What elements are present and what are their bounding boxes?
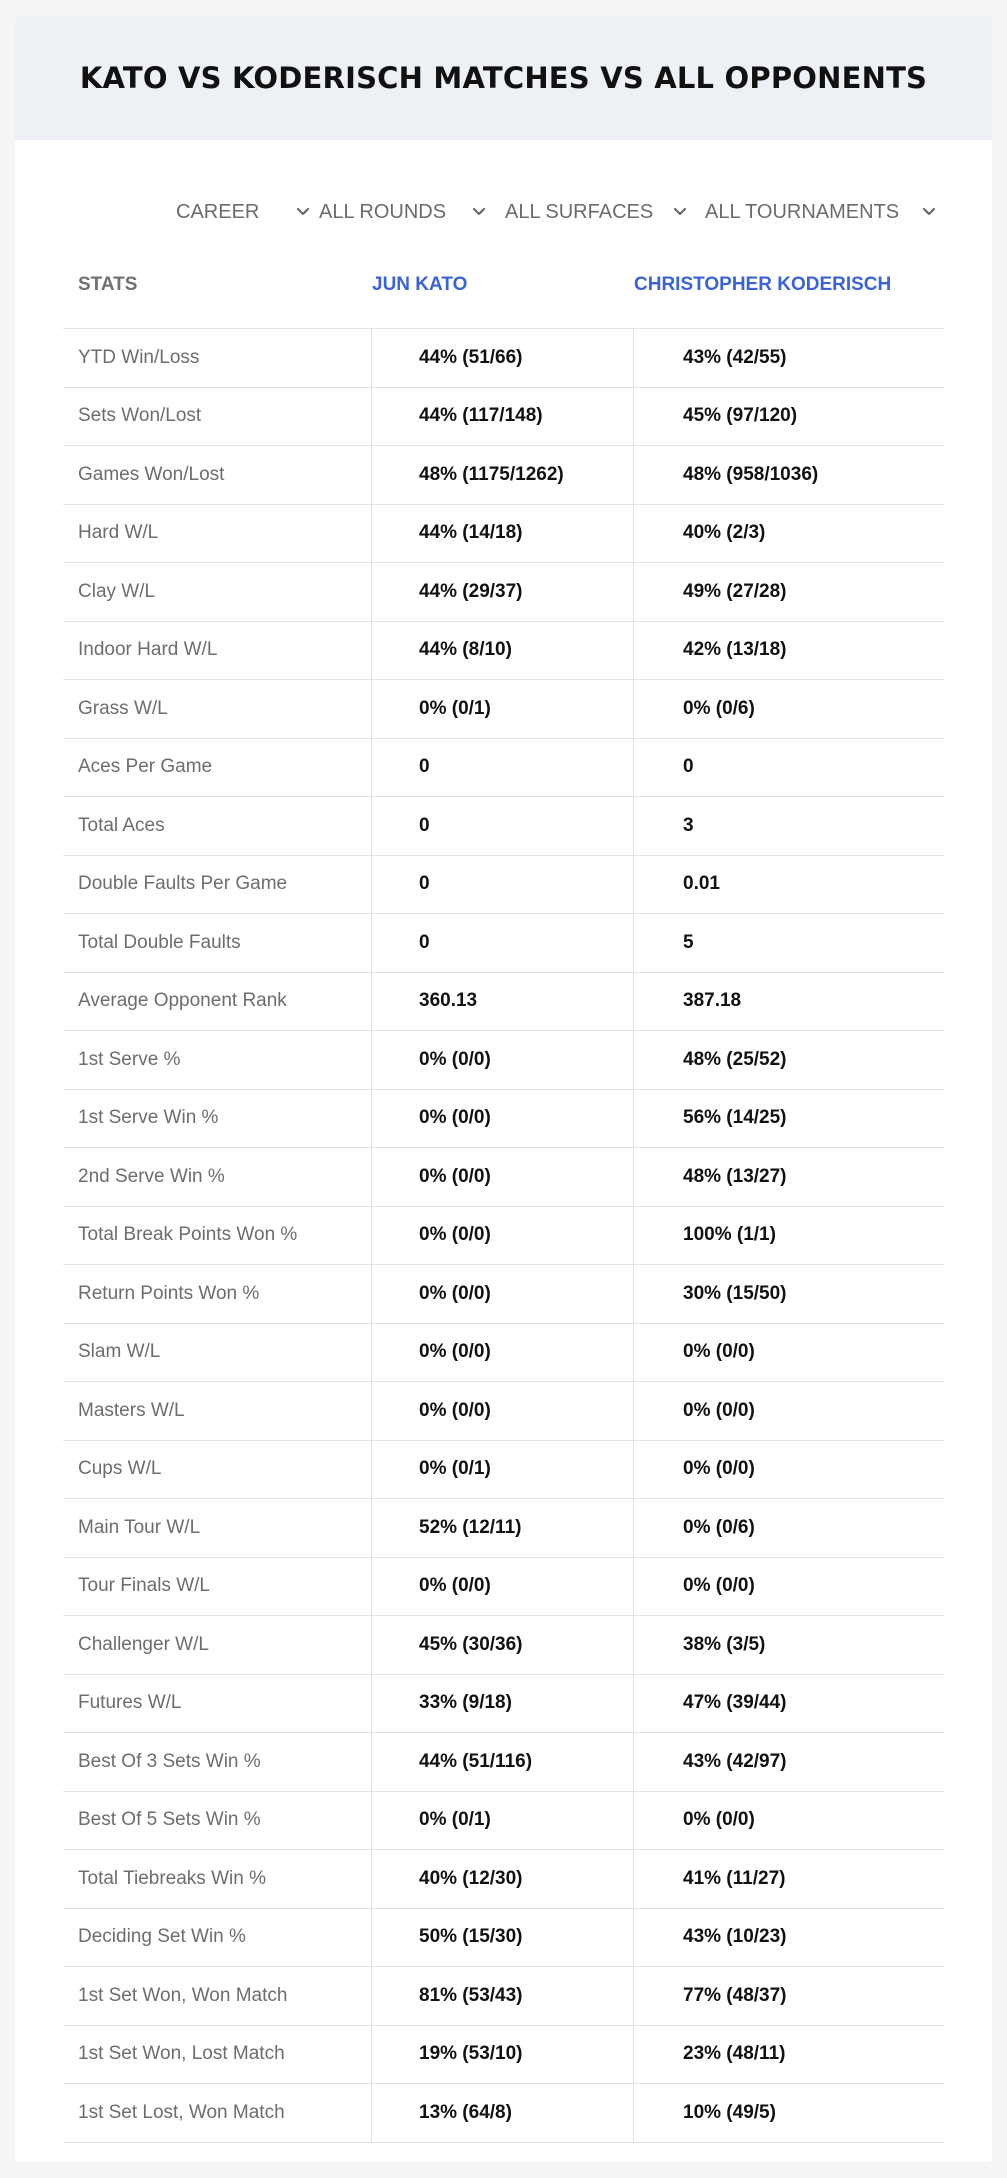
player2-value: 49% (27/28)	[683, 580, 787, 602]
player2-link[interactable]: CHRISTOPHER KODERISCH	[634, 274, 892, 295]
player2-value: 5	[683, 931, 694, 953]
player1-value: 13% (64/8)	[419, 2101, 512, 2123]
player1-value: 0% (0/1)	[419, 1809, 491, 1831]
player2-value: 43% (10/23)	[683, 1926, 787, 1948]
player2-value: 48% (13/27)	[683, 1165, 787, 1187]
chevron-down-icon	[671, 203, 689, 221]
player2-value: 77% (48/37)	[683, 1984, 787, 2006]
stat-label: 1st Set Lost, Won Match	[78, 2101, 285, 2123]
filter-surfaces-label: ALL SURFACES	[505, 200, 654, 223]
player2-value: 56% (14/25)	[683, 1107, 787, 1129]
stat-label: 1st Serve %	[78, 1048, 181, 1070]
table-row	[63, 1382, 944, 1441]
filter-period-label: CAREER	[176, 200, 260, 223]
player1-value: 45% (30/36)	[419, 1633, 523, 1655]
filter-tournaments-label: ALL TOURNAMENTS	[705, 200, 900, 223]
filter-surfaces-dropdown[interactable]	[505, 182, 689, 242]
player1-value: 0% (0/0)	[419, 1048, 491, 1070]
player1-value: 50% (15/30)	[419, 1926, 523, 1948]
player2-value: 0	[683, 756, 694, 778]
stats-card	[15, 16, 992, 2162]
table-row	[63, 1031, 944, 1090]
stat-label: Main Tour W/L	[78, 1516, 201, 1538]
table-body	[63, 329, 944, 2143]
player2-value: 40% (2/3)	[683, 522, 766, 544]
stat-label: Deciding Set Win %	[78, 1926, 246, 1948]
table-row	[63, 2026, 944, 2085]
player1-value: 40% (12/30)	[419, 1867, 523, 1889]
table-row	[63, 973, 944, 1032]
filter-rounds-label: ALL ROUNDS	[319, 200, 447, 223]
chevron-down-icon	[470, 203, 488, 221]
player1-value: 0% (0/0)	[419, 1399, 491, 1421]
stat-label: Challenger W/L	[78, 1633, 209, 1655]
table-row	[63, 1558, 944, 1617]
table-row	[63, 914, 944, 973]
table-row	[63, 1499, 944, 1558]
table-row	[63, 739, 944, 798]
player1-value: 0% (0/0)	[419, 1341, 491, 1363]
table-row	[63, 1675, 944, 1734]
stat-label: 1st Set Won, Lost Match	[78, 2043, 285, 2065]
player2-value: 43% (42/55)	[683, 346, 787, 368]
player1-value: 81% (53/43)	[419, 1984, 523, 2006]
page-title: KATO VS KODERISCH MATCHES VS ALL OPPONENTS	[79, 61, 928, 95]
player1-value: 0% (0/1)	[419, 697, 491, 719]
player2-value: 3	[683, 814, 694, 836]
stat-label: Total Break Points Won %	[78, 1224, 298, 1246]
player2-value: 48% (25/52)	[683, 1048, 787, 1070]
chevron-down-icon	[920, 203, 938, 221]
player2-value: 48% (958/1036)	[683, 463, 819, 485]
table-row	[63, 622, 944, 681]
player1-value: 0% (0/0)	[419, 1107, 491, 1129]
player2-value: 41% (11/27)	[683, 1867, 786, 1889]
stat-label: Total Double Faults	[78, 931, 241, 953]
table-row	[63, 2084, 944, 2143]
player2-value: 42% (13/18)	[683, 639, 787, 661]
stat-label: 1st Set Won, Won Match	[78, 1984, 288, 2006]
stat-label: Best Of 5 Sets Win %	[78, 1809, 261, 1831]
table-row	[63, 1441, 944, 1500]
filter-rounds-dropdown[interactable]	[319, 182, 488, 242]
table-row	[63, 680, 944, 739]
chevron-down-icon	[294, 203, 312, 221]
stat-label: Grass W/L	[78, 697, 168, 719]
player1-value: 0	[419, 873, 430, 895]
table-header	[63, 249, 944, 329]
player2-value: 100% (1/1)	[683, 1224, 776, 1246]
stat-label: Games Won/Lost	[78, 463, 225, 485]
stat-label: Double Faults Per Game	[78, 873, 288, 895]
player1-value: 0	[419, 814, 430, 836]
stat-label: Indoor Hard W/L	[78, 639, 218, 661]
player2-value: 0% (0/0)	[683, 1458, 755, 1480]
table-row	[63, 1090, 944, 1149]
table-row	[63, 797, 944, 856]
player2-value: 0% (0/6)	[683, 1516, 755, 1538]
player1-value: 360.13	[419, 990, 478, 1012]
player1-value: 0% (0/1)	[419, 1458, 491, 1480]
filter-bar	[15, 182, 992, 242]
table-row	[63, 1148, 944, 1207]
player2-value: 45% (97/120)	[683, 405, 798, 427]
player2-value: 0% (0/0)	[683, 1575, 755, 1597]
player2-value: 0% (0/0)	[683, 1399, 755, 1421]
player1-value: 0% (0/0)	[419, 1282, 491, 1304]
stat-label: Return Points Won %	[78, 1282, 260, 1304]
table-row	[63, 1909, 944, 1968]
player2-value: 0.01	[683, 873, 720, 895]
player1-value: 0% (0/0)	[419, 1165, 491, 1187]
player2-value: 0% (0/0)	[683, 1809, 755, 1831]
player2-value: 0% (0/0)	[683, 1341, 755, 1363]
player1-value: 33% (9/18)	[419, 1692, 512, 1714]
filter-period-dropdown[interactable]	[176, 182, 312, 242]
page-header	[15, 16, 992, 140]
table-row	[63, 1616, 944, 1675]
table-row	[63, 1733, 944, 1792]
player2-value: 0% (0/6)	[683, 697, 755, 719]
player2-value: 387.18	[683, 990, 742, 1012]
stat-label: Sets Won/Lost	[78, 405, 202, 427]
stat-label: YTD Win/Loss	[78, 346, 200, 368]
player1-value: 44% (29/37)	[419, 580, 523, 602]
column-divider	[633, 329, 634, 2143]
table-row	[63, 1324, 944, 1383]
player1-link[interactable]: JUN KATO	[372, 274, 468, 295]
player1-value: 44% (8/10)	[419, 639, 512, 661]
table-row	[63, 856, 944, 915]
player2-value: 43% (42/97)	[683, 1750, 787, 1772]
stat-label: Hard W/L	[78, 522, 159, 544]
table-row	[63, 1850, 944, 1909]
stat-label: 2nd Serve Win %	[78, 1165, 225, 1187]
column-divider	[371, 329, 372, 2143]
stat-label: Futures W/L	[78, 1692, 182, 1714]
table-row	[63, 563, 944, 622]
stat-label: Average Opponent Rank	[78, 990, 287, 1012]
table-row	[63, 388, 944, 447]
stats-table	[63, 249, 944, 2143]
player1-value: 44% (51/66)	[419, 346, 523, 368]
player2-value: 23% (48/11)	[683, 2043, 786, 2065]
table-row	[63, 329, 944, 388]
player2-value: 47% (39/44)	[683, 1692, 787, 1714]
table-row	[63, 1207, 944, 1266]
stat-label: Masters W/L	[78, 1399, 185, 1421]
stat-label: Aces Per Game	[78, 756, 213, 778]
player1-value: 0% (0/0)	[419, 1575, 491, 1597]
player1-value: 44% (14/18)	[419, 522, 523, 544]
stat-label: Clay W/L	[78, 580, 156, 602]
stat-label: Total Aces	[78, 814, 165, 836]
player1-value: 0% (0/0)	[419, 1224, 491, 1246]
player2-value: 38% (3/5)	[683, 1633, 766, 1655]
table-row	[63, 1967, 944, 2026]
filter-tournaments-dropdown[interactable]	[705, 182, 938, 242]
table-row	[63, 1792, 944, 1851]
player1-value: 19% (53/10)	[419, 2043, 523, 2065]
stat-label: 1st Serve Win %	[78, 1107, 219, 1129]
stat-label: Tour Finals W/L	[78, 1575, 210, 1597]
column-header-stats: STATS	[78, 274, 138, 295]
player1-value: 44% (51/116)	[419, 1750, 533, 1772]
player1-value: 52% (12/11)	[419, 1516, 522, 1538]
player2-value: 10% (49/5)	[683, 2101, 776, 2123]
player2-value: 30% (15/50)	[683, 1282, 787, 1304]
player1-value: 0	[419, 756, 430, 778]
player1-value: 0	[419, 931, 430, 953]
stat-label: Cups W/L	[78, 1458, 162, 1480]
stat-label: Slam W/L	[78, 1341, 161, 1363]
stat-label: Total Tiebreaks Win %	[78, 1867, 266, 1889]
stat-label: Best Of 3 Sets Win %	[78, 1750, 261, 1772]
table-row	[63, 1265, 944, 1324]
player1-value: 44% (117/148)	[419, 405, 543, 427]
table-row	[63, 446, 944, 505]
player1-value: 48% (1175/1262)	[419, 463, 564, 485]
table-row	[63, 505, 944, 564]
